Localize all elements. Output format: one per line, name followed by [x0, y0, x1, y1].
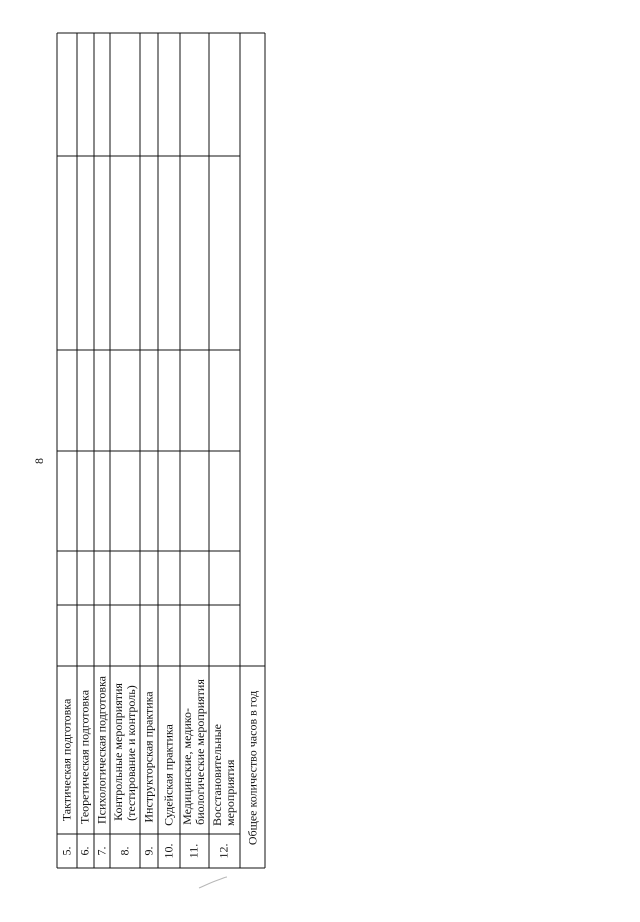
row-number: 9. — [141, 846, 156, 856]
row-name: Восстановительные мероприятия — [210, 723, 237, 827]
pen-mark — [198, 876, 228, 890]
row-name: Психологическая подготовка — [94, 676, 109, 824]
row-name: Медицинские, медико- биологические мероприятия — [180, 679, 207, 825]
row-number: 11. — [186, 843, 201, 859]
row-name: Инструкторская практика — [141, 691, 156, 823]
row-number: 6. — [77, 846, 92, 856]
row-name: Теоретическая подготовка — [77, 689, 92, 825]
row-number: 10. — [161, 843, 176, 859]
row-name: Судейская практика — [161, 724, 176, 826]
row-name: Тактическая подготовка — [59, 698, 74, 822]
total-label: Общее количество часов в год — [245, 690, 260, 846]
row-number: 7. — [94, 846, 109, 856]
row-number: 5. — [59, 846, 74, 856]
row-name: Контрольные мероприятия (тестирование и контроль) — [111, 683, 138, 821]
page-number: 8 — [32, 458, 46, 464]
row-number: 8. — [117, 846, 132, 856]
row-number: 12. — [216, 843, 231, 859]
